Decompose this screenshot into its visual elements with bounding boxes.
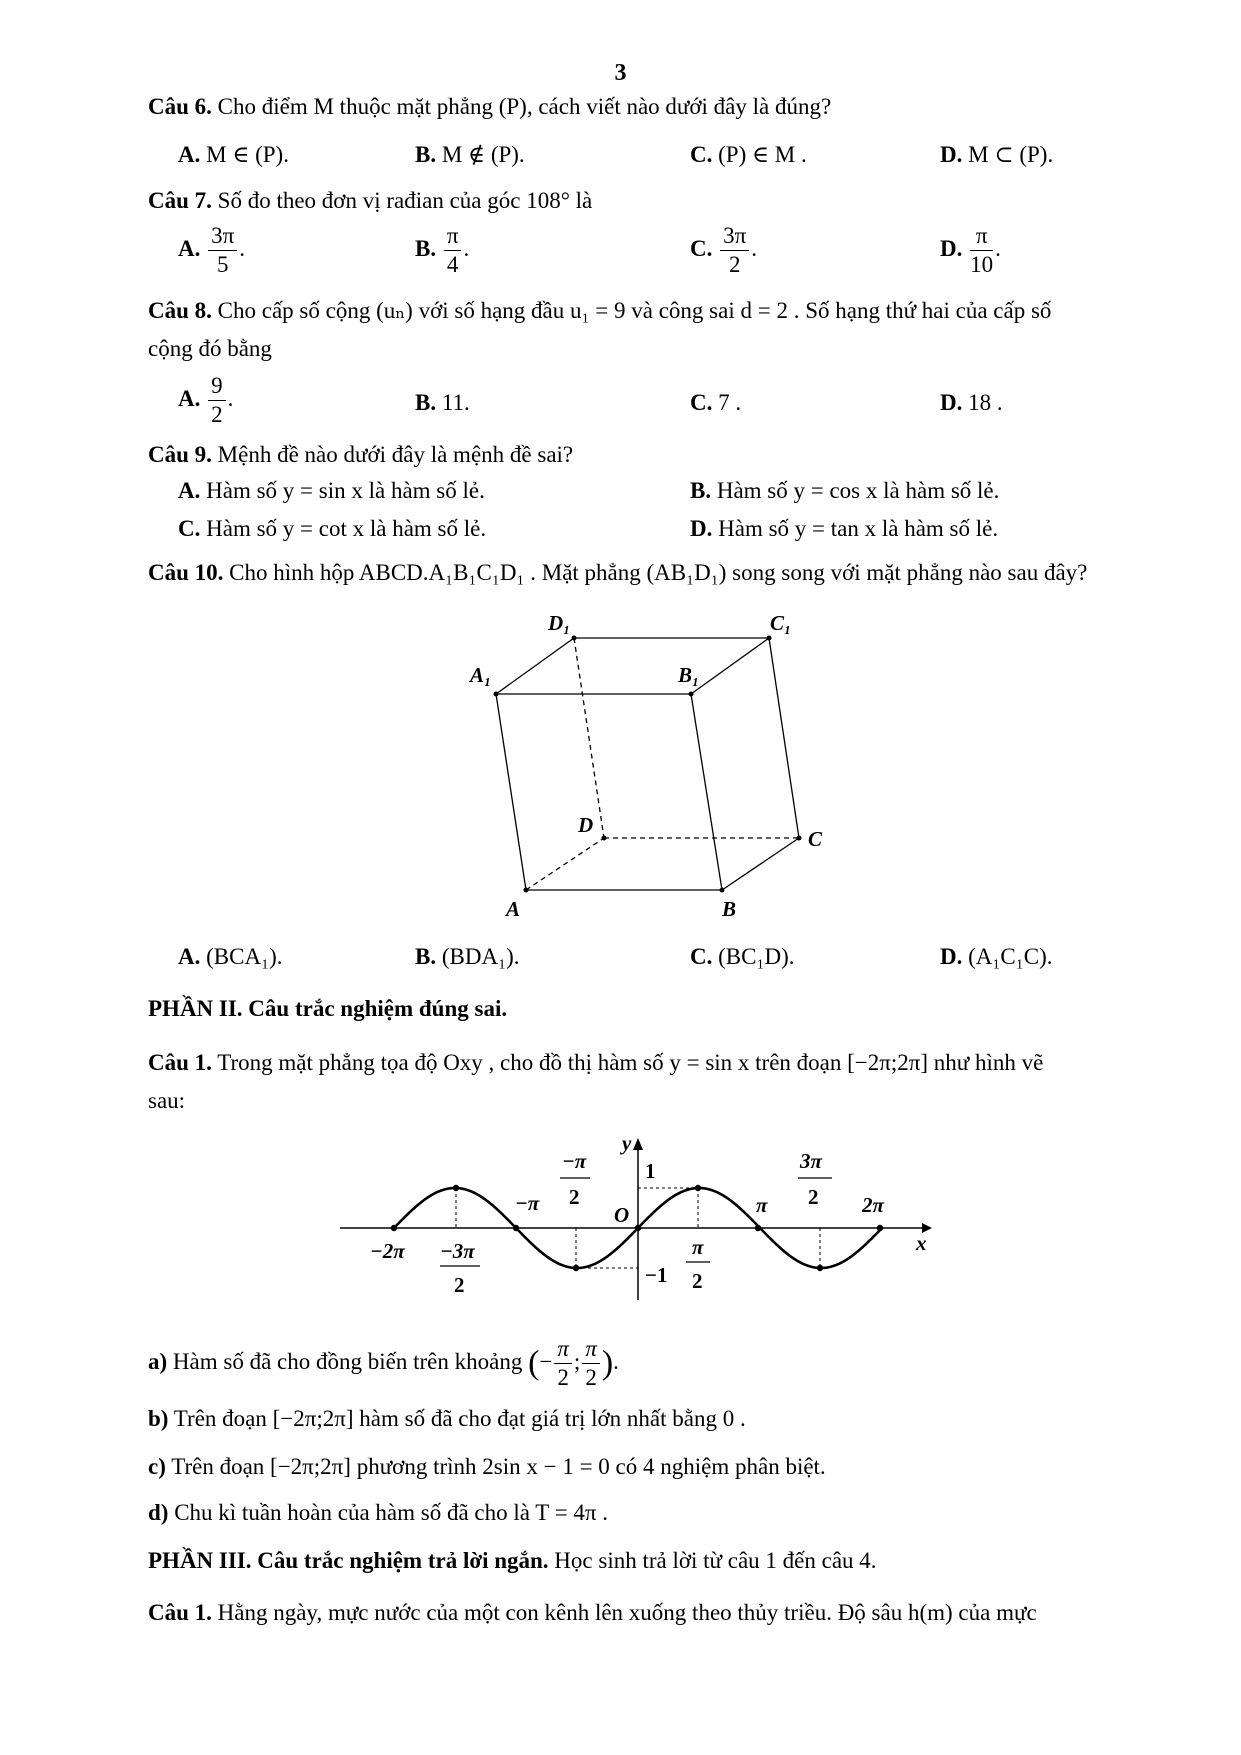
q6-option-b[interactable] xyxy=(415,142,525,168)
q8-option-c[interactable] xyxy=(690,390,741,416)
statement-label: c) xyxy=(148,1454,166,1479)
label-d: D xyxy=(578,813,594,837)
label-a: A xyxy=(506,897,521,921)
label-3pi2-num: 3π xyxy=(800,1149,822,1173)
q10-option-c[interactable] xyxy=(690,944,795,970)
option-label: B. xyxy=(415,390,437,415)
sine-graph xyxy=(330,1130,940,1310)
q7-option-b[interactable]: B. $\frac{\pi}{4}$ . xyxy=(415,223,470,277)
q9-option-a[interactable] xyxy=(178,478,485,504)
part3-question-1 xyxy=(148,1600,1037,1626)
option-text: Hàm số y = cot x là hàm số lẻ. xyxy=(206,516,487,541)
option-text: (BDA₁). xyxy=(441,944,520,969)
q9-option-c[interactable] xyxy=(178,516,486,542)
option-text: 7 . xyxy=(718,390,742,415)
statement-label: d) xyxy=(148,1500,169,1525)
edge-ad xyxy=(526,838,604,890)
question-label: Câu 8. xyxy=(148,298,212,323)
fraction: $\frac{\pi}{10}$ xyxy=(970,223,994,277)
q6-option-c[interactable] xyxy=(690,142,807,168)
edge-c1c xyxy=(769,638,799,838)
label-b1: B₁ xyxy=(678,663,700,687)
point-neg2pi xyxy=(391,1225,397,1231)
point-negpi2 xyxy=(573,1265,579,1271)
label-d1: D₁ xyxy=(548,611,571,635)
option-label: D. xyxy=(940,142,963,167)
option-label: C. xyxy=(690,390,713,415)
q10-option-a[interactable] xyxy=(178,944,283,970)
label-neg-pi: −π xyxy=(515,1191,540,1215)
point-negpi xyxy=(513,1225,519,1231)
option-label: C. xyxy=(690,235,713,261)
question-label: Câu 6. xyxy=(148,94,212,119)
question-9 xyxy=(148,442,573,468)
option-label: B. xyxy=(415,235,437,261)
q8-option-d[interactable] xyxy=(940,390,1003,416)
close-paren: ) xyxy=(601,1344,614,1382)
statement-text: Chu kì tuần hoàn của hàm số đã cho là T = 4π . xyxy=(174,1500,609,1525)
question-label: Câu 1. xyxy=(148,1050,212,1075)
point-neg3pi2 xyxy=(453,1185,459,1191)
point-pi2 xyxy=(695,1185,701,1191)
option-label: A. xyxy=(178,478,201,503)
question-6 xyxy=(148,94,831,120)
label-y: y xyxy=(622,1131,632,1155)
fraction: $\frac{\pi}{2}$ xyxy=(582,1335,600,1392)
fraction: $\frac{3\pi}{2}$ xyxy=(720,222,749,279)
question-label: Câu 1. xyxy=(148,1600,212,1625)
part2-question-1-line2: sau: xyxy=(148,1088,186,1113)
statement-label: a) xyxy=(148,1348,168,1374)
statement-text: Hàm số đã cho đồng biến trên khoảng xyxy=(172,1348,523,1374)
edge-a1a xyxy=(496,694,526,890)
label-negpi2-num: −π xyxy=(562,1149,587,1173)
label-neg3pi2-den: 2 xyxy=(454,1273,465,1297)
label-pi2-num: π xyxy=(692,1235,704,1259)
edge-a1d1 xyxy=(496,638,574,694)
point-3pi2 xyxy=(817,1265,823,1271)
option-label: D. xyxy=(940,944,963,969)
option-label: C. xyxy=(690,142,713,167)
part2-question-1 xyxy=(148,1050,1043,1076)
option-label: D. xyxy=(940,235,963,261)
question-10 xyxy=(148,560,1087,586)
parallelepiped-diagram xyxy=(440,605,840,925)
label-minus-one: −1 xyxy=(645,1263,668,1287)
part-3-title xyxy=(148,1548,877,1574)
question-text: Cho điểm M thuộc mặt phẳng (P), cách viết nào dưới đây là đúng? xyxy=(217,94,832,119)
option-text: Hàm số y = sin x là hàm số lẻ. xyxy=(206,478,485,503)
question-text: Cho cấp số cộng (uₙ) với số hạng đầu u₁ = 9 và công sai d = 2 . Số hạng thứ hai của cấp số xyxy=(217,298,1052,323)
q6-option-a[interactable] xyxy=(178,142,289,168)
q7-option-a[interactable]: A. $\frac{3\pi}{5}$ . xyxy=(178,223,245,277)
point-2pi xyxy=(877,1225,883,1231)
vertex-b1 xyxy=(689,692,694,697)
vertex-a1 xyxy=(494,692,499,697)
option-label: A. xyxy=(178,142,201,167)
question-text: Số đo theo đơn vị rađian của góc 108° là xyxy=(217,188,593,213)
q9-option-d[interactable] xyxy=(690,516,998,542)
edge-bc xyxy=(722,838,799,890)
label-c1: C₁ xyxy=(770,611,792,635)
option-text: (P) ∈ M . xyxy=(718,142,807,167)
fraction: $\frac{9}{2}$ xyxy=(208,372,226,429)
q10-option-d[interactable] xyxy=(940,944,1053,970)
edge-d1d xyxy=(574,638,604,838)
question-text: Cho hình hộp ABCD.A₁B₁C₁D₁ . Mặt phẳng (AB₁D₁) song song với mặt phẳng nào sau đây? xyxy=(229,560,1088,585)
y-axis-arrow xyxy=(633,1138,643,1150)
edge-b1c1 xyxy=(691,638,769,694)
label-c: C xyxy=(808,827,823,851)
q9-option-b[interactable] xyxy=(690,478,999,504)
question-label: Câu 7. xyxy=(148,188,212,213)
label-pi2-den: 2 xyxy=(692,1269,703,1293)
option-label: C. xyxy=(178,516,201,541)
q6-option-d[interactable] xyxy=(940,142,1053,168)
option-text: M ⊂ (P). xyxy=(968,142,1054,167)
open-paren: ( xyxy=(528,1344,540,1382)
question-text: Mệnh đề nào dưới đây là mệnh đề sai? xyxy=(217,442,574,467)
page-number: 3 xyxy=(614,60,627,86)
q10-option-b[interactable] xyxy=(415,944,520,970)
option-text: 18 . xyxy=(968,390,1003,415)
statement-label: b) xyxy=(148,1406,169,1431)
option-label: A. xyxy=(178,944,201,969)
statement-text: Trên đoạn [−2π;2π] phương trình 2sin x − 1 = 0 có 4 nghiệm phân biệt. xyxy=(171,1454,826,1479)
question-text: Hằng ngày, mực nước của một con kênh lên xuống theo thủy triều. Độ sâu h(m) của mực xyxy=(217,1600,1037,1625)
fraction: $\frac{\pi}{4}$ xyxy=(444,222,462,279)
vertex-b xyxy=(720,888,725,893)
part-2-title: PHẦN II. Câu trắc nghiệm đúng sai. xyxy=(148,996,508,1021)
point-origin xyxy=(635,1225,641,1231)
q7-option-d[interactable]: D. $\frac{\pi}{10}$ . xyxy=(940,223,1001,277)
question-label: Câu 10. xyxy=(148,560,224,585)
statement-text: Trên đoạn [−2π;2π] hàm số đã cho đạt giá trị lớn nhất bằng 0 . xyxy=(173,1406,746,1431)
q8-option-a[interactable]: A. $\frac{9}{2}$ . xyxy=(178,373,234,427)
vertex-a xyxy=(524,888,529,893)
question-8-line2: cộng đó bằng xyxy=(148,336,272,361)
vertex-d1 xyxy=(572,636,577,641)
label-negpi2-den: 2 xyxy=(569,1185,580,1209)
option-text: M ∉ (P). xyxy=(441,142,525,167)
edge-b1b xyxy=(691,694,722,890)
fraction: $\frac{\pi}{2}$ xyxy=(554,1335,572,1392)
question-8 xyxy=(148,298,1051,324)
option-label: A. xyxy=(178,235,201,261)
statement-b[interactable] xyxy=(148,1406,746,1432)
option-text: (BC₁D). xyxy=(718,944,795,969)
label-2pi: 2π xyxy=(862,1193,884,1217)
statement-d[interactable] xyxy=(148,1500,608,1526)
label-3pi2-den: 2 xyxy=(808,1185,819,1209)
q7-option-c[interactable]: C. $\frac{3\pi}{2}$ . xyxy=(690,223,757,277)
label-x: x xyxy=(916,1231,927,1255)
fraction: $\frac{3\pi}{5}$ xyxy=(208,222,237,279)
label-neg3pi2-num: −3π xyxy=(440,1239,475,1263)
question-label: Câu 9. xyxy=(148,442,212,467)
label-neg-2pi: −2π xyxy=(370,1239,405,1263)
label-b: B xyxy=(722,897,737,921)
statement-c[interactable] xyxy=(148,1454,826,1480)
option-text: Hàm số y = cos x là hàm số lẻ. xyxy=(716,478,1000,503)
option-text: 11. xyxy=(441,390,470,415)
vertex-c xyxy=(797,836,802,841)
option-label: B. xyxy=(415,944,437,969)
option-label: B. xyxy=(415,142,437,167)
option-label: B. xyxy=(690,478,712,503)
option-label: A. xyxy=(178,385,201,411)
label-pi: π xyxy=(756,1193,768,1217)
question-7 xyxy=(148,188,592,214)
part-3-title-rest: Học sinh trả lời từ câu 1 đến câu 4. xyxy=(548,1548,877,1573)
option-text: M ∈ (P). xyxy=(206,142,289,167)
label-one: 1 xyxy=(645,1159,656,1183)
label-a1: A₁ xyxy=(470,663,492,687)
option-text: Hàm số y = tan x là hàm số lẻ. xyxy=(718,516,999,541)
part-3-title-bold: PHẦN III. Câu trắc nghiệm trả lời ngắn. xyxy=(148,1548,549,1573)
statement-a[interactable]: a) Hàm số đã cho đồng biến trên khoảng (− $\frac{\pi}{2}$ ; $\frac{\pi}{2}$ ). xyxy=(148,1336,619,1390)
option-text: (A₁C₁C). xyxy=(968,944,1053,969)
point-pi xyxy=(755,1225,761,1231)
question-text: Trong mặt phẳng tọa độ Oxy , cho đồ thị hàm số y = sin x trên đoạn [−2π;2π] như hình vẽ xyxy=(217,1050,1044,1075)
q8-option-b[interactable] xyxy=(415,390,470,416)
vertex-c1 xyxy=(767,636,772,641)
option-text: (BCA₁). xyxy=(206,944,283,969)
option-label: C. xyxy=(690,944,713,969)
option-label: D. xyxy=(690,516,713,541)
option-label: D. xyxy=(940,390,963,415)
vertex-d xyxy=(602,836,607,841)
label-origin: O xyxy=(614,1203,630,1227)
